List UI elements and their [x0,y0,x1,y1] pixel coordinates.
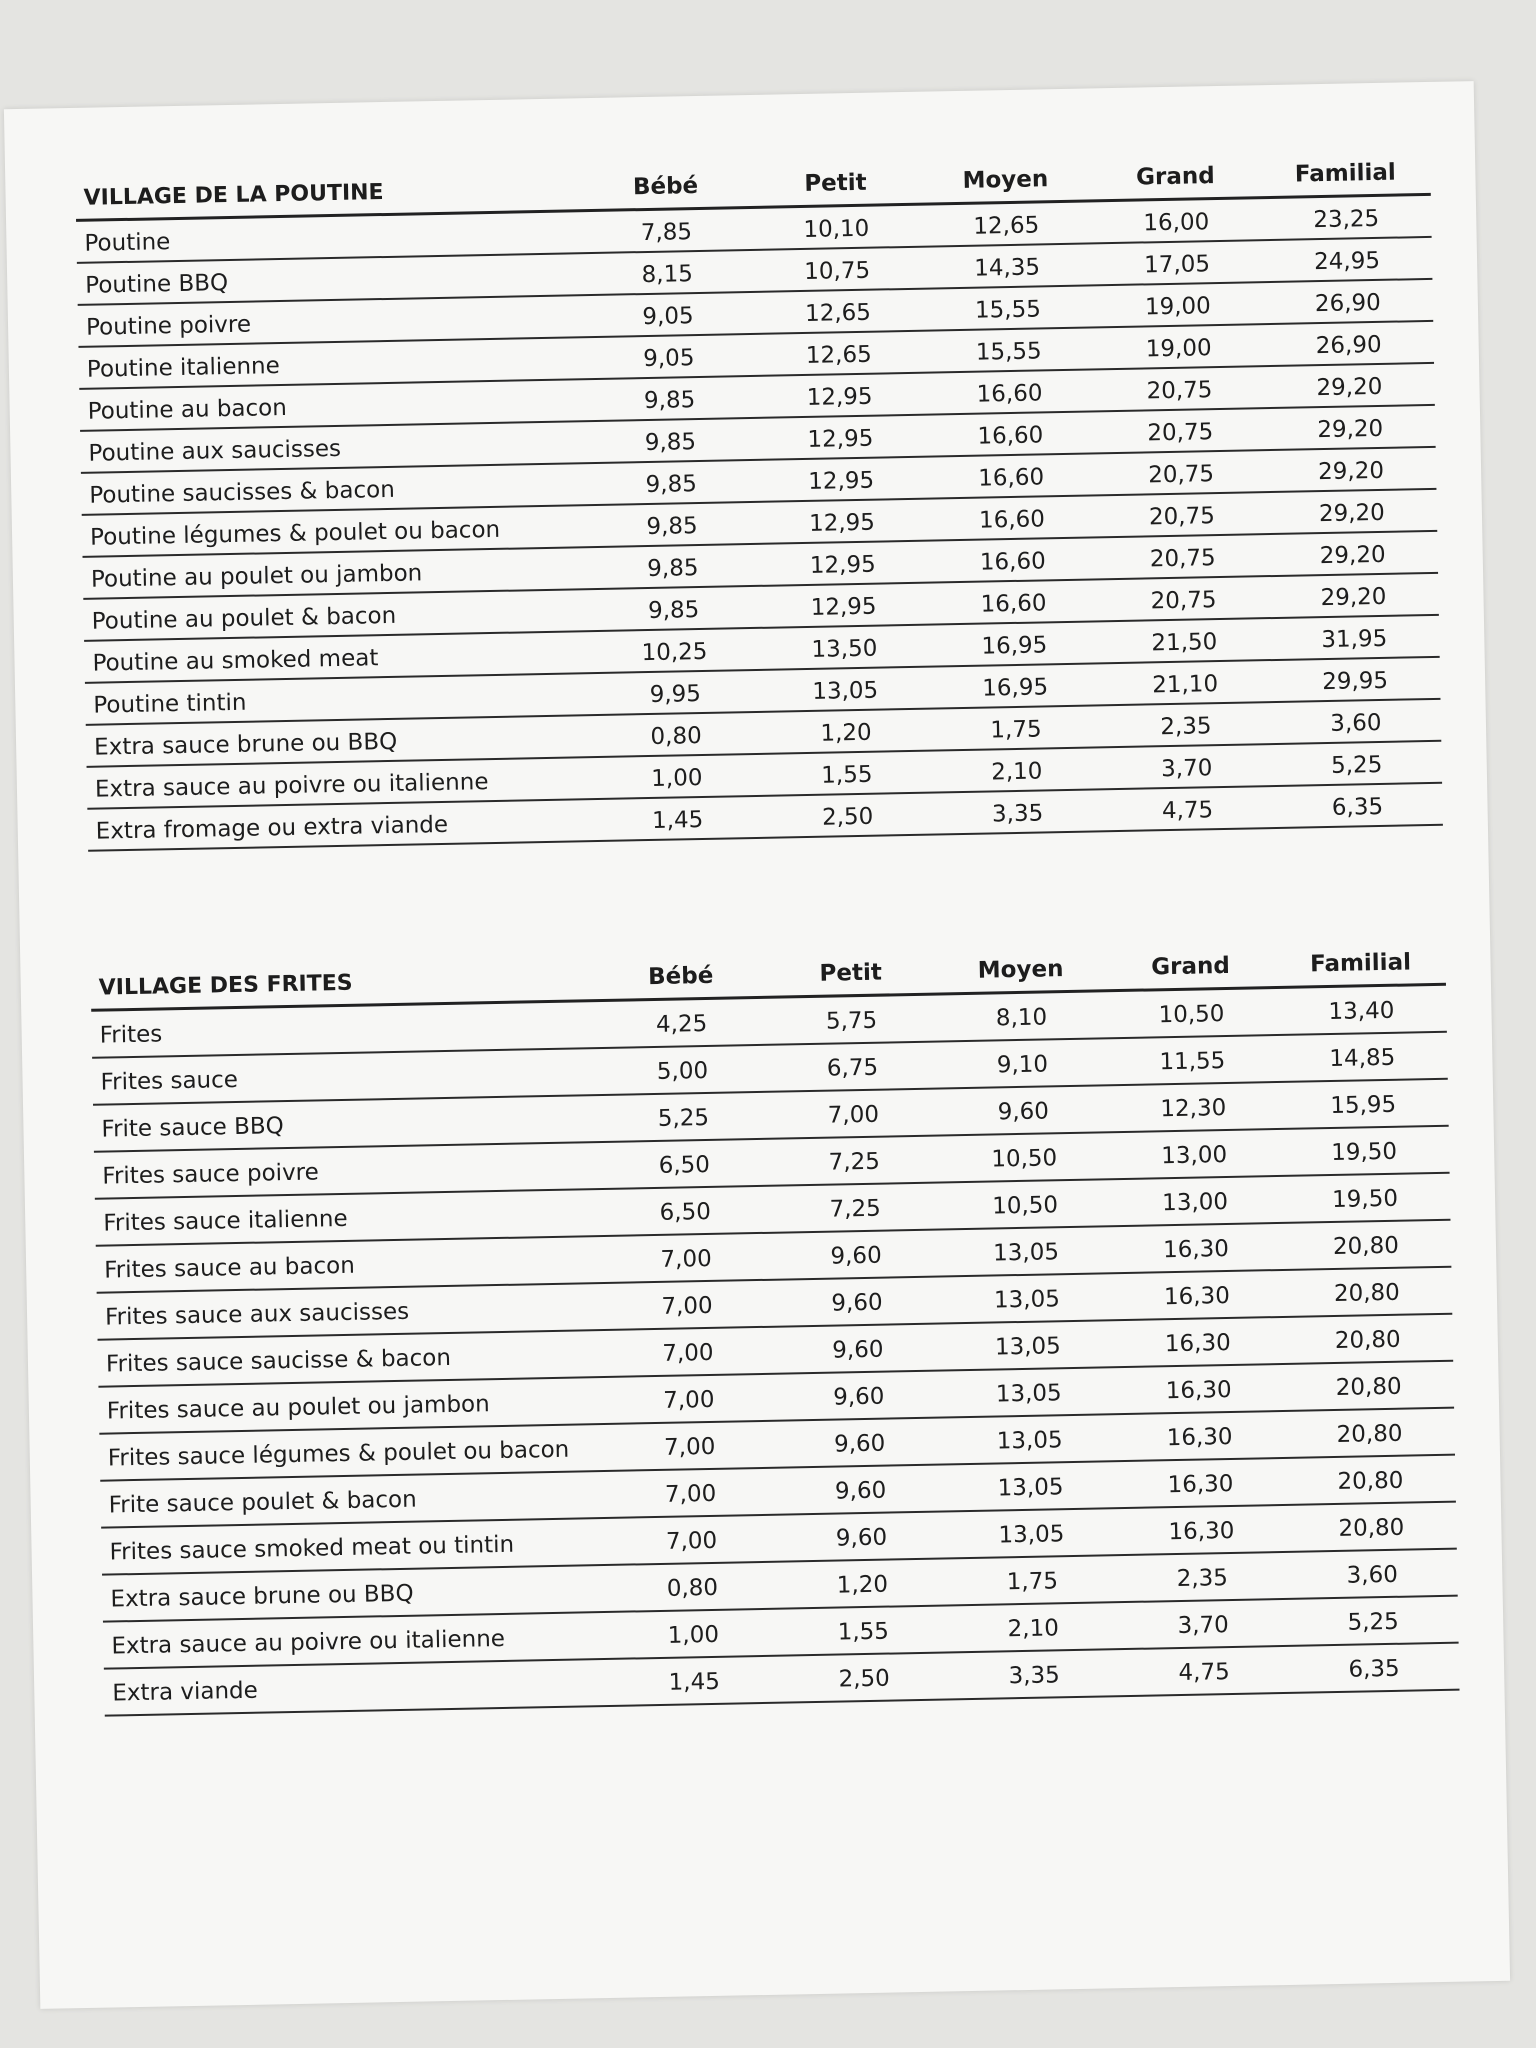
item-name: Poutine légumes & poulet ou bacon [89,516,501,551]
price-petit: 12,95 [807,425,874,453]
frites-rows [91,986,1459,1717]
price-bebe: 7,85 [640,219,693,247]
item-name: Poutine au smoked meat [92,645,379,677]
price-petit: 9,60 [833,1430,886,1458]
item-name: Poutine poivre [85,311,252,341]
price-bebe: 5,25 [657,1104,710,1132]
item-name: Extra sauce au poivre ou italienne [111,1625,506,1660]
price-familial: 29,20 [1316,373,1383,402]
price-grand: 16,30 [1168,1517,1235,1546]
price-bebe: 6,50 [659,1198,712,1226]
price-moyen: 10,50 [991,1145,1058,1173]
item-name: Poutine tintin [93,689,247,719]
price-petit: 2,50 [821,803,874,831]
price-moyen: 13,05 [997,1474,1064,1502]
price-grand: 13,00 [1161,1141,1228,1170]
price-bebe: 9,85 [645,471,698,499]
price-bebe: 6,50 [658,1151,711,1179]
header-bebe: Bébé [647,962,714,991]
price-familial: 24,95 [1313,247,1381,276]
price-petit: 9,60 [830,1242,882,1270]
poutine-price-table [75,132,1443,852]
item-name: Frites sauce smoked meat ou tintin [109,1531,515,1566]
header-petit: Petit [804,169,867,197]
price-familial: 15,95 [1330,1091,1397,1120]
price-moyen: 2,10 [1007,1615,1060,1643]
price-petit: 7,25 [829,1195,882,1223]
price-moyen: 16,95 [982,674,1049,702]
price-familial: 19,50 [1331,1185,1399,1213]
price-bebe: 0,80 [650,723,702,750]
price-petit: 12,65 [805,341,872,369]
price-bebe: 9,85 [647,555,699,583]
price-moyen: 8,10 [995,1004,1048,1032]
price-familial: 20,80 [1333,1279,1401,1307]
price-moyen: 3,35 [991,800,1044,828]
price-bebe: 7,00 [664,1480,717,1508]
price-grand: 12,30 [1160,1095,1227,1123]
price-petit: 1,55 [820,761,873,789]
price-moyen: 3,35 [1008,1662,1061,1690]
price-moyen: 16,60 [976,380,1043,408]
price-familial: 3,60 [1330,709,1382,737]
price-bebe: 9,95 [649,681,702,708]
price-familial: 14,85 [1329,1044,1396,1073]
price-moyen: 1,75 [990,716,1042,744]
price-familial: 20,80 [1336,1420,1403,1448]
price-moyen: 16,95 [981,632,1048,660]
price-familial: 29,20 [1320,583,1387,612]
header-moyen: Moyen [977,956,1064,984]
price-petit: 7,25 [828,1148,881,1176]
price-bebe: 1,45 [668,1668,721,1696]
price-bebe: 5,00 [656,1057,709,1085]
header-familial: Familial [1309,949,1412,978]
price-petit: 5,75 [825,1007,878,1035]
header-petit: Petit [819,959,883,987]
item-name: Frites sauce aux saucisses [104,1298,410,1331]
price-bebe: 7,00 [665,1527,718,1555]
price-bebe: 7,00 [660,1245,712,1273]
price-moyen: 13,05 [996,1427,1063,1455]
price-petit: 9,60 [831,1289,883,1317]
item-name: Frite sauce poulet & bacon [108,1486,417,1519]
price-moyen: 13,05 [998,1521,1065,1549]
price-bebe: 1,00 [667,1621,720,1649]
item-name: Poutine BBQ [85,270,229,299]
item-name: Extra sauce brune ou BBQ [93,728,398,761]
price-bebe: 9,85 [646,513,698,541]
price-moyen: 12,65 [973,212,1040,240]
price-bebe: 9,85 [644,429,697,457]
frites-section-title: VILLAGE DES FRITES [98,970,353,1001]
price-petit: 7,00 [827,1101,880,1129]
price-bebe: 4,25 [655,1010,708,1038]
price-familial: 20,80 [1332,1232,1400,1260]
item-name: Frites sauce légumes & poulet ou bacon [107,1436,570,1472]
item-name: Frites sauce saucisse & bacon [105,1344,452,1378]
item-name: Poutine saucisses & bacon [89,476,396,509]
price-grand: 16,30 [1163,1282,1231,1311]
price-grand: 20,75 [1150,587,1217,615]
price-petit: 1,20 [836,1571,889,1599]
price-petit: 6,75 [826,1054,879,1082]
price-petit: 12,95 [809,551,877,579]
price-petit: 12,95 [810,593,877,621]
price-familial: 6,35 [1331,793,1384,821]
price-familial: 31,95 [1321,625,1388,654]
price-familial: 23,25 [1313,205,1380,234]
item-name: Poutine [84,229,171,257]
price-bebe: 1,00 [651,764,703,792]
item-name: Frites sauce poivre [102,1159,320,1190]
price-bebe: 9,85 [647,597,700,625]
price-grand: 19,00 [1144,293,1212,321]
price-moyen: 16,60 [977,464,1045,492]
price-familial: 19,50 [1330,1138,1398,1166]
poutine-rows [76,196,1443,852]
price-grand: 2,35 [1160,713,1212,741]
price-moyen: 13,05 [995,1380,1062,1408]
price-moyen: 16,60 [978,506,1046,534]
price-bebe: 9,85 [643,387,696,415]
price-petit: 13,50 [811,635,878,663]
item-name: Extra fromage ou extra viande [95,811,449,845]
price-moyen: 16,60 [977,422,1044,450]
price-petit: 13,05 [812,677,879,705]
price-petit: 1,55 [837,1618,890,1646]
price-grand: 20,75 [1149,545,1216,573]
price-familial: 20,80 [1338,1514,1405,1542]
price-grand: 20,75 [1147,419,1214,447]
price-grand: 21,10 [1151,671,1219,699]
price-moyen: 10,50 [991,1192,1059,1220]
price-bebe: 9,05 [642,345,695,373]
price-petit: 9,60 [832,1336,884,1364]
price-familial: 20,80 [1334,1326,1401,1354]
frites-price-table [90,922,1460,1717]
price-familial: 13,40 [1328,997,1395,1026]
header-familial: Familial [1294,159,1397,188]
header-moyen: Moyen [962,166,1049,194]
item-name: Frites sauce [100,1066,239,1096]
price-grand: 4,75 [1161,797,1214,825]
price-moyen: 13,05 [992,1239,1060,1267]
price-moyen: 15,55 [974,296,1042,324]
price-bebe: 1,45 [651,806,704,834]
header-grand: Grand [1135,163,1215,191]
price-grand: 16,00 [1143,209,1210,237]
price-familial: 5,25 [1330,751,1383,779]
price-petit: 12,95 [808,467,875,495]
price-grand: 16,30 [1164,1329,1231,1358]
price-grand: 16,30 [1166,1423,1233,1452]
price-moyen: 16,60 [980,590,1047,618]
item-name: Extra sauce au poivre ou italienne [94,769,489,803]
price-petit: 10,75 [804,257,871,285]
price-bebe: 7,00 [662,1339,714,1367]
item-name: Extra sauce brune ou BBQ [110,1580,414,1613]
price-familial: 20,80 [1337,1467,1404,1495]
price-grand: 3,70 [1160,755,1213,783]
price-bebe: 0,80 [666,1574,719,1602]
price-familial: 26,90 [1314,289,1382,318]
price-petit: 1,20 [820,719,872,747]
item-name: Frites sauce au bacon [103,1252,356,1284]
price-grand: 3,70 [1177,1612,1230,1640]
price-bebe: 10,25 [641,638,708,667]
price-moyen: 13,05 [993,1286,1061,1314]
price-bebe: 7,00 [663,1433,716,1461]
price-grand: 21,50 [1151,629,1218,657]
price-petit: 12,65 [804,299,872,327]
price-grand: 20,75 [1147,461,1215,489]
price-grand: 4,75 [1178,1659,1230,1687]
price-moyen: 2,10 [990,758,1043,786]
price-grand: 16,30 [1162,1235,1230,1264]
price-petit: 12,95 [806,383,873,411]
price-petit: 9,60 [832,1383,885,1411]
price-petit: 2,50 [838,1665,891,1693]
price-grand: 20,75 [1148,503,1216,531]
price-moyen: 14,35 [973,254,1041,282]
price-bebe: 9,05 [642,303,694,331]
item-name: Frites sauce italienne [103,1205,348,1237]
price-grand: 13,00 [1161,1188,1229,1217]
price-bebe: 8,15 [641,261,694,289]
price-petit: 10,10 [803,215,870,243]
item-name: Poutine italienne [86,353,281,383]
menu-sheet [4,81,1510,2009]
price-familial: 6,35 [1348,1655,1400,1683]
price-familial: 29,20 [1317,415,1384,444]
poutine-section-title: VILLAGE DE LA POUTINE [83,180,384,211]
price-familial: 29,20 [1319,541,1386,570]
price-familial: 3,60 [1346,1561,1399,1589]
item-name: Extra viande [112,1677,259,1707]
price-moyen: 9,60 [997,1098,1050,1126]
item-name: Poutine aux saucisses [88,435,342,467]
price-grand: 16,30 [1165,1376,1232,1405]
price-familial: 29,20 [1317,457,1385,486]
item-name: Poutine au poulet & bacon [91,602,397,635]
price-familial: 29,95 [1321,667,1389,696]
price-grand: 16,30 [1167,1470,1234,1499]
price-petit: 9,60 [834,1477,887,1505]
price-grand: 20,75 [1146,377,1213,405]
price-grand: 17,05 [1143,251,1211,279]
price-moyen: 9,10 [996,1051,1049,1079]
item-name: Poutine au poulet ou jambon [90,560,423,593]
price-moyen: 1,75 [1006,1568,1059,1596]
price-grand: 2,35 [1176,1565,1229,1593]
header-grand: Grand [1151,952,1231,981]
item-name: Frites [99,1021,163,1049]
price-grand: 19,00 [1145,335,1212,363]
price-familial: 29,20 [1318,499,1386,528]
price-familial: 20,80 [1335,1373,1402,1401]
price-familial: 5,25 [1347,1608,1400,1636]
price-bebe: 7,00 [662,1386,715,1414]
price-petit: 12,95 [808,509,876,537]
price-moyen: 16,60 [979,548,1046,576]
price-grand: 11,55 [1159,1048,1226,1076]
price-grand: 10,50 [1158,1001,1225,1029]
price-petit: 9,60 [835,1524,888,1552]
header-bebe: Bébé [632,172,699,201]
item-name: Frites sauce au poulet ou jambon [106,1391,490,1425]
item-name: Poutine au bacon [87,394,288,425]
price-familial: 26,90 [1315,331,1382,360]
item-name: Frite sauce BBQ [101,1113,285,1143]
price-moyen: 15,55 [975,338,1042,366]
price-moyen: 13,05 [994,1333,1062,1361]
price-bebe: 7,00 [661,1292,713,1320]
